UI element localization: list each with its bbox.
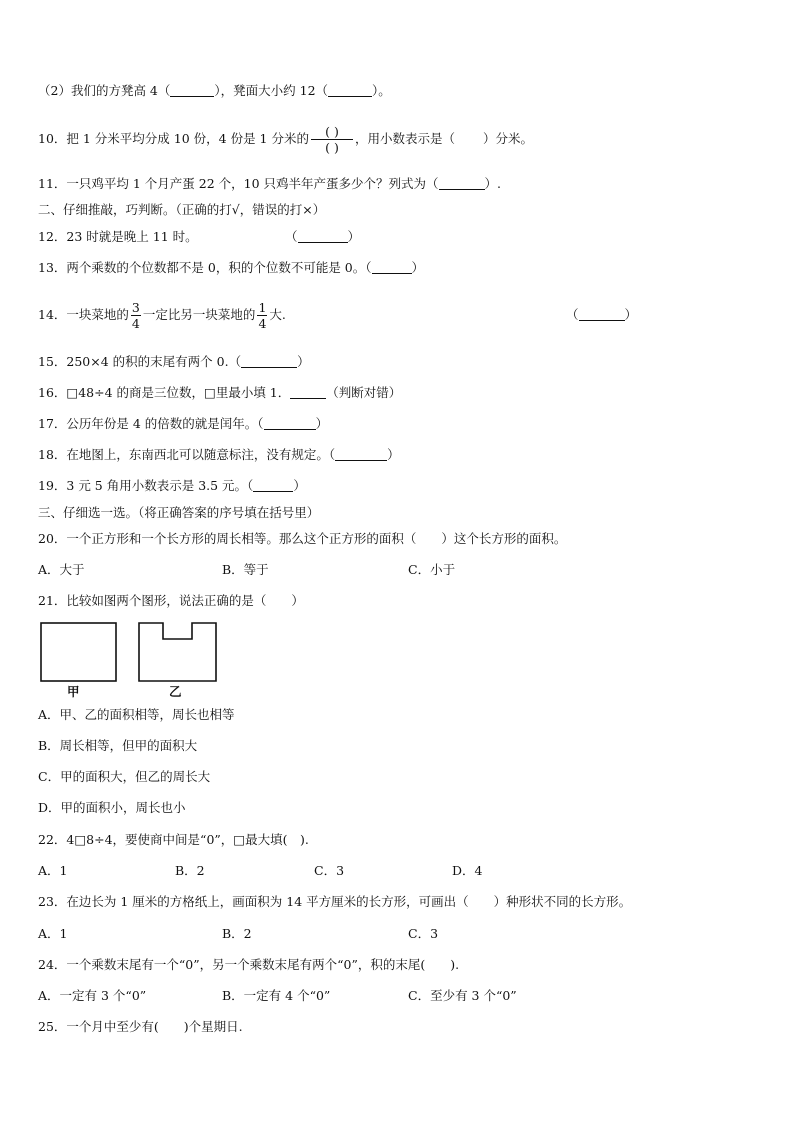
answer-blank[interactable] [241, 355, 297, 368]
q15-text: 15．250×4 的积的末尾有两个 0.（ [38, 354, 242, 369]
question-16 [38, 385, 401, 401]
q11-text-a: 11．一只鸡平均 1 个月产蛋 22 个，10 只鸡半年产蛋多少个？列式为（ [38, 176, 439, 191]
q10-text-b: ，用小数表示是（ [355, 131, 456, 146]
q10-text-c: ）分米。 [483, 131, 534, 146]
q14-answer: （ ） [566, 307, 638, 322]
q16-text-b: （判断对错） [326, 385, 402, 400]
question-13: 13．两个乘数的个位数都不是 0，积的个位数不可能是 0。（ ） [38, 260, 425, 275]
answer-blank[interactable] [298, 230, 348, 243]
q16-text-a: 16．□48÷4 的商是三位数，□里最小填 1． [38, 385, 291, 400]
q14-text-a: 14．一块菜地的 [38, 307, 129, 322]
q17-text: 17．公历年份是 4 的倍数的就是闰年。（ [38, 416, 264, 431]
answer-blank[interactable] [372, 261, 412, 274]
question-19: 19．3 元 5 角用小数表示是 3.5 元。（ ） [38, 478, 306, 493]
answer-blank[interactable] [264, 417, 316, 430]
q12-answer: （ ） [285, 229, 361, 244]
shape-jia-label: 甲 [67, 684, 80, 699]
q10-text-a: 10．把 1 分米平均分成 10 份，4 份是 1 分米的 [38, 131, 309, 146]
q24-option-a[interactable]: A．一定有 3 个“0” [38, 988, 147, 1003]
q19-text: 19．3 元 5 角用小数表示是 3.5 元。（ [38, 478, 254, 493]
q9-text-b: ），凳面大小约 12（ [214, 83, 329, 98]
fraction-blank[interactable] [311, 124, 353, 155]
q22-option-d[interactable]: D．4 [452, 863, 483, 878]
question-22: 22．4□8÷4，要使商中间是“0”，□最大填( ). [38, 832, 309, 847]
question-25: 25．一个月中至少有( )个星期日. [38, 1019, 243, 1034]
q22-option-b[interactable]: B．2 [175, 863, 205, 878]
q9-text-c: ）。 [372, 83, 391, 98]
fraction-3-4: $\frac{3}{4}$ [131, 300, 140, 331]
q20-option-a[interactable]: A．大于 [38, 562, 85, 577]
q14-text-c: 大. [269, 307, 286, 322]
q14-text-b: 一定比另一块菜地的 [142, 307, 256, 322]
fraction-numerator: ( ) [325, 124, 339, 139]
question-12 [38, 229, 198, 245]
question-24: 24．一个乘数末尾有一个“0”，另一个乘数末尾有两个“0”，积的末尾( ). [38, 957, 460, 972]
answer-blank[interactable] [328, 84, 372, 97]
answer-blank[interactable] [335, 448, 387, 461]
answer-blank[interactable] [579, 308, 625, 321]
question-11 [38, 176, 501, 192]
fraction-1-4: $\frac{1}{4}$ [258, 300, 267, 331]
q20-option-b[interactable]: B．等于 [222, 562, 269, 577]
q21-option-b[interactable]: B．周长相等，但甲的面积大 [38, 738, 198, 753]
answer-blank[interactable] [439, 177, 485, 190]
q21-option-d[interactable]: D．甲的面积小，周长也小 [38, 800, 186, 815]
q21-option-c[interactable]: C．甲的面积大，但乙的周长大 [38, 769, 211, 784]
q23-option-c[interactable]: C．3 [408, 926, 439, 941]
question-23: 23．在边长为 1 厘米的方格纸上，画面积为 14 平方厘米的长方形，可画出（ ）种形状不同的长方形。 [38, 894, 632, 909]
q9-text-a: （2）我们的方凳高 4（ [38, 83, 171, 98]
shape-yi [139, 623, 216, 681]
q13-text: 13．两个乘数的个位数都不是 0，积的个位数不可能是 0。（ [38, 260, 372, 275]
q22-option-a[interactable]: A．1 [38, 863, 68, 878]
question-20: 20．一个正方形和一个长方形的周长相等。那么这个正方形的面积（ ）这个长方形的面积。 [38, 531, 567, 546]
question-10 [38, 116, 533, 162]
answer-blank[interactable] [170, 84, 214, 97]
answer-blank[interactable] [253, 479, 293, 492]
question-15: 15．250×4 的积的末尾有两个 0.（ ） [38, 354, 310, 369]
shape-yi-label: 乙 [169, 684, 182, 699]
question-18: 18．在地图上，东南西北可以随意标注，没有规定。（ ） [38, 447, 400, 462]
question-21: 21．比较如图两个图形，说法正确的是（ ） [38, 593, 304, 608]
question-9-part-2 [38, 83, 391, 99]
q11-text-b: ）. [484, 176, 502, 191]
answer-blank[interactable] [290, 386, 326, 399]
q22-option-c[interactable]: C．3 [314, 863, 345, 878]
q23-option-a[interactable]: A．1 [38, 926, 68, 941]
shape-jia [41, 623, 116, 681]
section-3-heading: 三、仔细选一选。（将正确答案的序号填在括号里） [38, 505, 320, 520]
q12-text: 12．23 时就是晚上 11 时。 [38, 229, 198, 244]
q20-option-c[interactable]: C．小于 [408, 562, 456, 577]
q24-option-b[interactable]: B．一定有 4 个“0” [222, 988, 331, 1003]
fraction-denominator: ( ) [325, 140, 339, 155]
section-2-heading: 二、仔细推敲，巧判断。（正确的打√，错误的打×） [38, 202, 326, 217]
q18-text: 18．在地图上，东南西北可以随意标注，没有规定。（ [38, 447, 336, 462]
q24-option-c[interactable]: C．至少有 3 个“0” [408, 988, 517, 1003]
q23-option-b[interactable]: B．2 [222, 926, 252, 941]
question-17: 17．公历年份是 4 的倍数的就是闰年。（ ） [38, 416, 329, 431]
question-14 [38, 292, 286, 338]
q21-option-a[interactable]: A．甲、乙的面积相等，周长也相等 [38, 707, 235, 722]
